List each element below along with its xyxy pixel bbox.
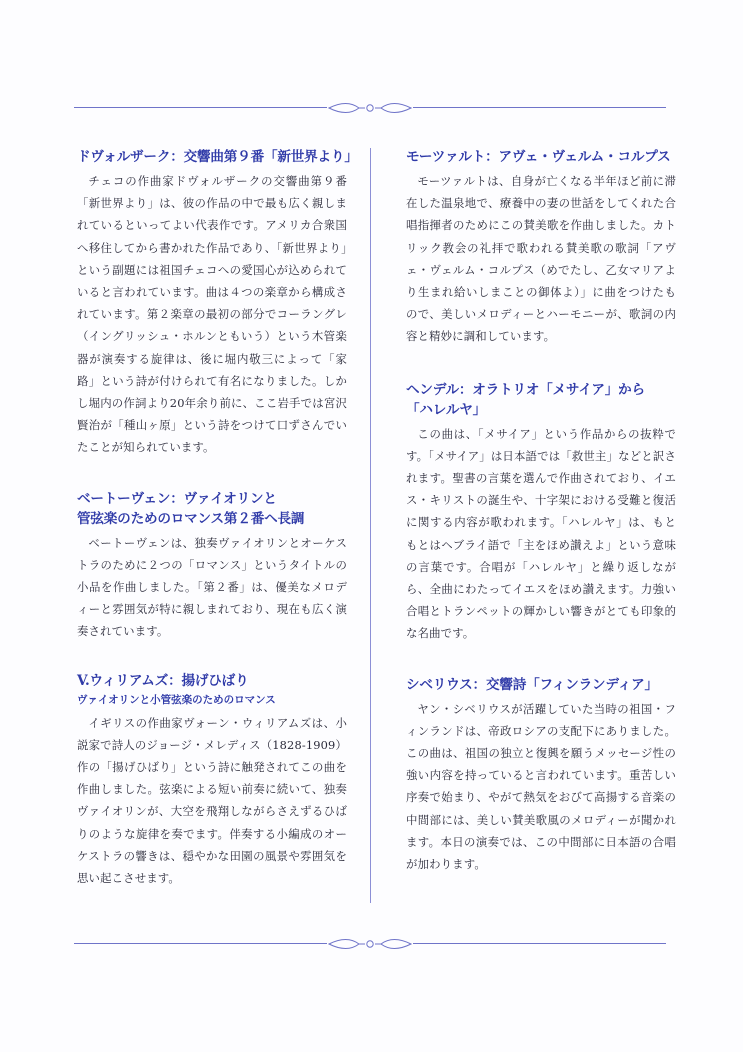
section-beethoven — [77, 489, 347, 643]
left-column — [77, 147, 358, 889]
section-vaughan-williams — [77, 671, 347, 890]
top-ornamental-rule — [74, 101, 666, 115]
section-body: ベートーヴェンは、独奏ヴァイオリンとオーケストラのために２つの「ロマンス」というタイトルの小品を作曲しました。「第２番」は、優美なメロディーと雰囲気が特に親しまれており、現在も広く演奏されています。 — [77, 535, 347, 639]
flourish-ornament-icon — [327, 101, 413, 115]
section-title-line1: ヘンデル：オラトリオ「メサイア」から — [406, 381, 645, 398]
flourish-ornament-icon — [327, 937, 413, 951]
section-title-line2: 管弦楽のためのロマンス第２番ヘ長調 — [77, 510, 305, 527]
section-title: V.ウィリアムズ：揚げひばり — [77, 672, 249, 689]
section-title: シベリウス：交響詩「フィンランディア」 — [406, 676, 658, 693]
section-title: モーツァルト：アヴェ・ヴェルム・コルプス — [406, 149, 671, 165]
section-subtitle: ヴァイオリンと小管弦楽のためのロマンス — [77, 693, 276, 706]
section-mozart — [406, 147, 676, 348]
section-title: ドヴォルザーク：交響曲第９番「新世界より」 — [77, 149, 358, 165]
right-column — [406, 147, 676, 875]
section-handel — [406, 380, 676, 645]
section-dvorak — [77, 147, 358, 459]
section-body: この曲は、「メサイア」という作品からの抜粋です。「メサイア」は日本語では「救世主」などと訳されます。聖書の言葉を選んで作曲されており、イエス・キリストの誕生や、十字架における受難と復活に関する内容が歌われます。「ハレルヤ」は、もともとはヘブライ語で「主をほめ讃えよ」という意味の言葉です。合唱が「ハレルヤ」と繰り返しながら、全曲にわたってイエスをほめ讃えます。力強い合唱とトランペットの輝かしい響きがとても印象的な名曲です。 — [406, 426, 676, 641]
bottom-ornamental-rule — [74, 937, 666, 951]
section-body: モーツァルトは、自身が亡くなる半年ほど前に滞在した温泉地で、療養中の妻の世話をしてくれた合唱指揮者のためにこの賛美歌を作曲しました。カトリック教会の礼拝で歌われる賛美歌の歌詞「アヴェ・ヴェルム・コルプス（めでたし、乙女マリアより生まれ給いしまことの御体よ）」に曲をつけたもので、美しいメロディーとハーモニーが、歌詞の内容と精妙に調和しています。 — [406, 174, 676, 344]
section-title-line2: 「ハレルヤ」 — [406, 401, 487, 418]
section-body: チェコの作曲家ドヴォルザークの交響曲第９番「新世界より」は、彼の作品の中で最も広く親しまれているといってよい代表作です。アメリカ合衆国へ移住してから書かれた作品であり、「新世界より」という副題には祖国チェコへの愛国心が込められていると言われています。曲は４つの楽章から構成されています。第２楽章の最初の部分でコーラングレ（イングリッシュ・ホルンともいう）という木管楽器が演奏する旋律は、後に堀内敬三によって「家路」という詩が付けられて有名になりました。しかし堀内の作詞より20年余り前に、ここ岩手では宮沢賢治が「種山ヶ原」という詩をつけて口ずさんでいたことが知られています。 — [77, 174, 347, 455]
section-sibelius — [406, 675, 676, 876]
section-body: ヤン・シベリウスが活躍していた当時の祖国・フィンランドは、帝政ロシアの支配下にありました。この曲は、祖国の独立と復興を願うメッセージ性の強い内容を持っていると言われています。重苦しい序奏で始まり、やがて熱気をおびて高揚する音楽の中間部には、美しい賛美歌風のメロディーが聞かれます。本日の演奏では、この中間部に日本語の合唱が加わります。 — [406, 701, 676, 872]
section-body: イギリスの作曲家ヴォーン・ウィリアムズは、小説家で詩人のジョージ・メレディス（1828-1909）作の「揚げひばり」という詩に触発されてこの曲を作曲しました。弦楽による短い前奏に続いて、独奏ヴァイオリンが、大空を飛翔しながらさえずるひばりのような旋律を奏でます。伴奏する小編成のオーケストラの響きは、穏やかな田園の風景や雰囲気を思い起こさせます。 — [77, 715, 347, 886]
column-divider — [370, 148, 371, 903]
section-title-line1: ベートーヴェン：ヴァイオリンと — [77, 490, 277, 507]
